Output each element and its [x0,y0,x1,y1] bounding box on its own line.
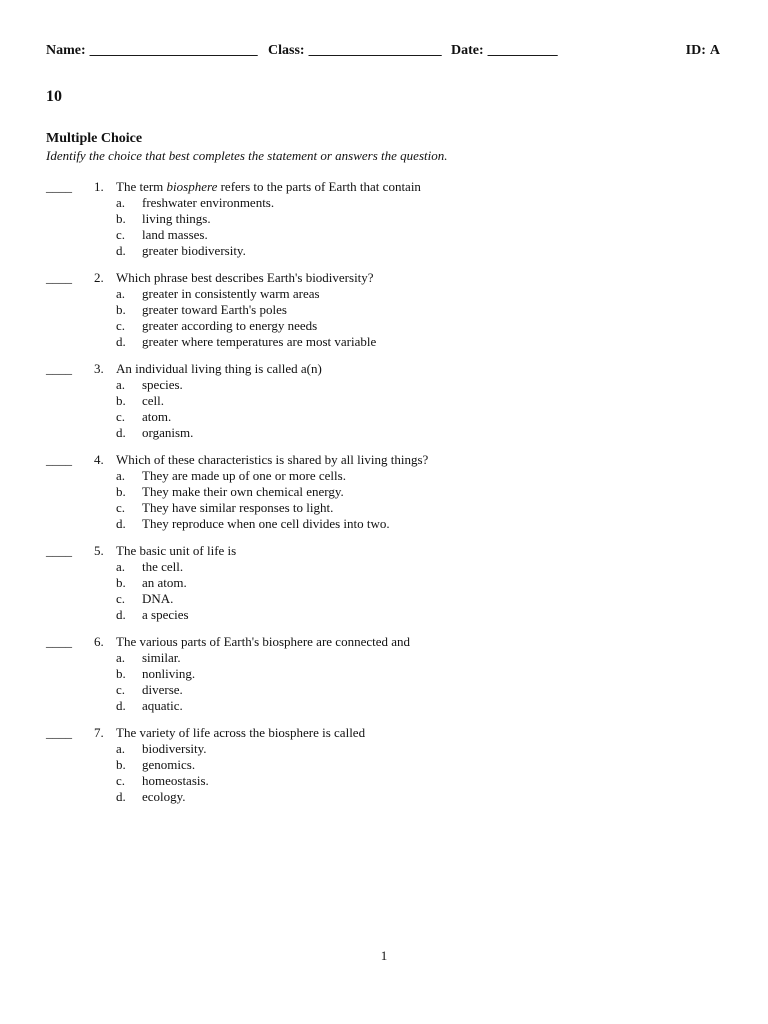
choice-letter: b. [116,211,126,226]
question-stem [116,543,236,559]
choice-letter: a. [116,741,126,756]
question-stem-pre: The various parts of Earth's biosphere are connected and [116,634,411,649]
question-1 [46,179,726,270]
choice-text: greater biodiversity. [142,243,246,258]
choice-text: DNA. [142,591,174,606]
choice-letter: d. [116,789,126,804]
name-label: Name: [46,43,86,58]
choice-letter: d. [116,698,126,713]
choice-text: diverse. [142,682,183,697]
answer-blank[interactable]: ____ [46,634,72,649]
question-stem [116,634,410,650]
choice-letter: b. [116,575,126,590]
question-list [46,179,726,816]
choice-text: species. [142,377,183,392]
choice-text: greater in consistently warm areas [142,286,320,301]
choice-letter: c. [116,682,126,697]
choice-text: They have similar responses to light. [142,500,334,515]
question-stem-pre: The basic unit of life is [116,543,237,558]
question-stem-pre: An individual living thing is called a(n) [116,361,322,376]
choice-text: organism. [142,425,194,440]
choice-letter: a. [116,650,126,665]
answer-blank[interactable]: ____ [46,725,72,740]
choice-letter: a. [116,559,126,574]
choice-letter: a. [116,377,126,392]
section-instructions: Identify the choice that best completes the statement or answers the question. [46,148,448,163]
choice-letter: b. [116,393,126,408]
choice-text: freshwater environments. [142,195,275,210]
choice-text: living things. [142,211,211,226]
choice-text: greater toward Earth's poles [142,302,287,317]
choice-letter: c. [116,773,126,788]
date-label: Date: [451,43,484,58]
question-stem [116,270,374,286]
class-field[interactable] [268,43,442,59]
id-label: ID: [685,43,706,58]
choice-letter: b. [116,302,126,317]
name-field[interactable] [46,43,258,59]
choice-text: a species [142,607,189,622]
page-number: 1 [380,948,388,963]
question-number: 7. [94,725,104,740]
name-blank[interactable]: ________________________ [89,43,258,58]
choice-letter: d. [116,607,126,622]
choice-letter: a. [116,468,126,483]
choice-letter: b. [116,666,126,681]
question-stem-em: biosphere [166,179,218,194]
id-value: A [709,43,720,58]
question-4 [46,452,726,543]
choice-text: They are made up of one or more cells. [142,468,346,483]
answer-blank[interactable]: ____ [46,270,72,285]
date-blank[interactable]: __________ [487,43,558,58]
form-number: 10 [46,88,62,105]
class-blank[interactable]: ___________________ [308,43,442,58]
choice-text: atom. [142,409,172,424]
question-stem [116,452,428,468]
question-5 [46,543,726,634]
choice-letter: d. [116,516,126,531]
question-stem-pre: The variety of life across the biosphere is called [116,725,366,740]
question-number: 4. [94,452,104,467]
choice-letter: d. [116,243,126,258]
choice-text: nonliving. [142,666,196,681]
question-stem [116,179,421,195]
choice-text: the cell. [142,559,184,574]
choice-letter: c. [116,500,126,515]
question-number: 1. [94,179,104,194]
question-3 [46,361,726,452]
answer-blank[interactable]: ____ [46,179,72,194]
question-stem [116,361,322,377]
choice-letter: d. [116,334,126,349]
question-stem [116,725,365,741]
choice-letter: b. [116,484,126,499]
choice-text: They make their own chemical energy. [142,484,344,499]
choice-text: greater where temperatures are most variable [142,334,377,349]
answer-blank[interactable]: ____ [46,543,72,558]
choice-letter: c. [116,409,126,424]
question-stem-post: refers to the parts of Earth that contain [217,179,421,194]
id-field [686,43,720,59]
choice-letter: a. [116,195,126,210]
choice-letter: c. [116,318,126,333]
choice-text: greater according to energy needs [142,318,318,333]
answer-blank[interactable]: ____ [46,452,72,467]
choice-letter: b. [116,757,126,772]
choice-letter: d. [116,425,126,440]
question-2 [46,270,726,361]
answer-blank[interactable]: ____ [46,361,72,376]
class-label: Class: [268,43,305,58]
choice-text: They reproduce when one cell divides into two. [142,516,390,531]
choice-text: aquatic. [142,698,183,713]
question-number: 2. [94,270,104,285]
choice-letter: a. [116,286,126,301]
choice-text: genomics. [142,757,196,772]
choice-text: similar. [142,650,181,665]
question-stem-pre: Which of these characteristics is shared by all living things? [116,452,429,467]
choice-text: an atom. [142,575,187,590]
choice-text: ecology. [142,789,186,804]
choice-letter: c. [116,227,126,242]
question-stem-pre: The term [116,179,167,194]
choice-text: land masses. [142,227,208,242]
choice-letter: c. [116,591,126,606]
choice-text: biodiversity. [142,741,207,756]
question-number: 6. [94,634,104,649]
choice-text: cell. [142,393,165,408]
question-number: 3. [94,361,104,376]
question-stem-pre: Which phrase best describes Earth's biodiversity? [116,270,374,285]
section-title: Multiple Choice [46,131,143,146]
question-7 [46,725,726,816]
choice-text: homeostasis. [142,773,209,788]
question-number: 5. [94,543,104,558]
date-field[interactable] [451,43,558,59]
question-6 [46,634,726,725]
